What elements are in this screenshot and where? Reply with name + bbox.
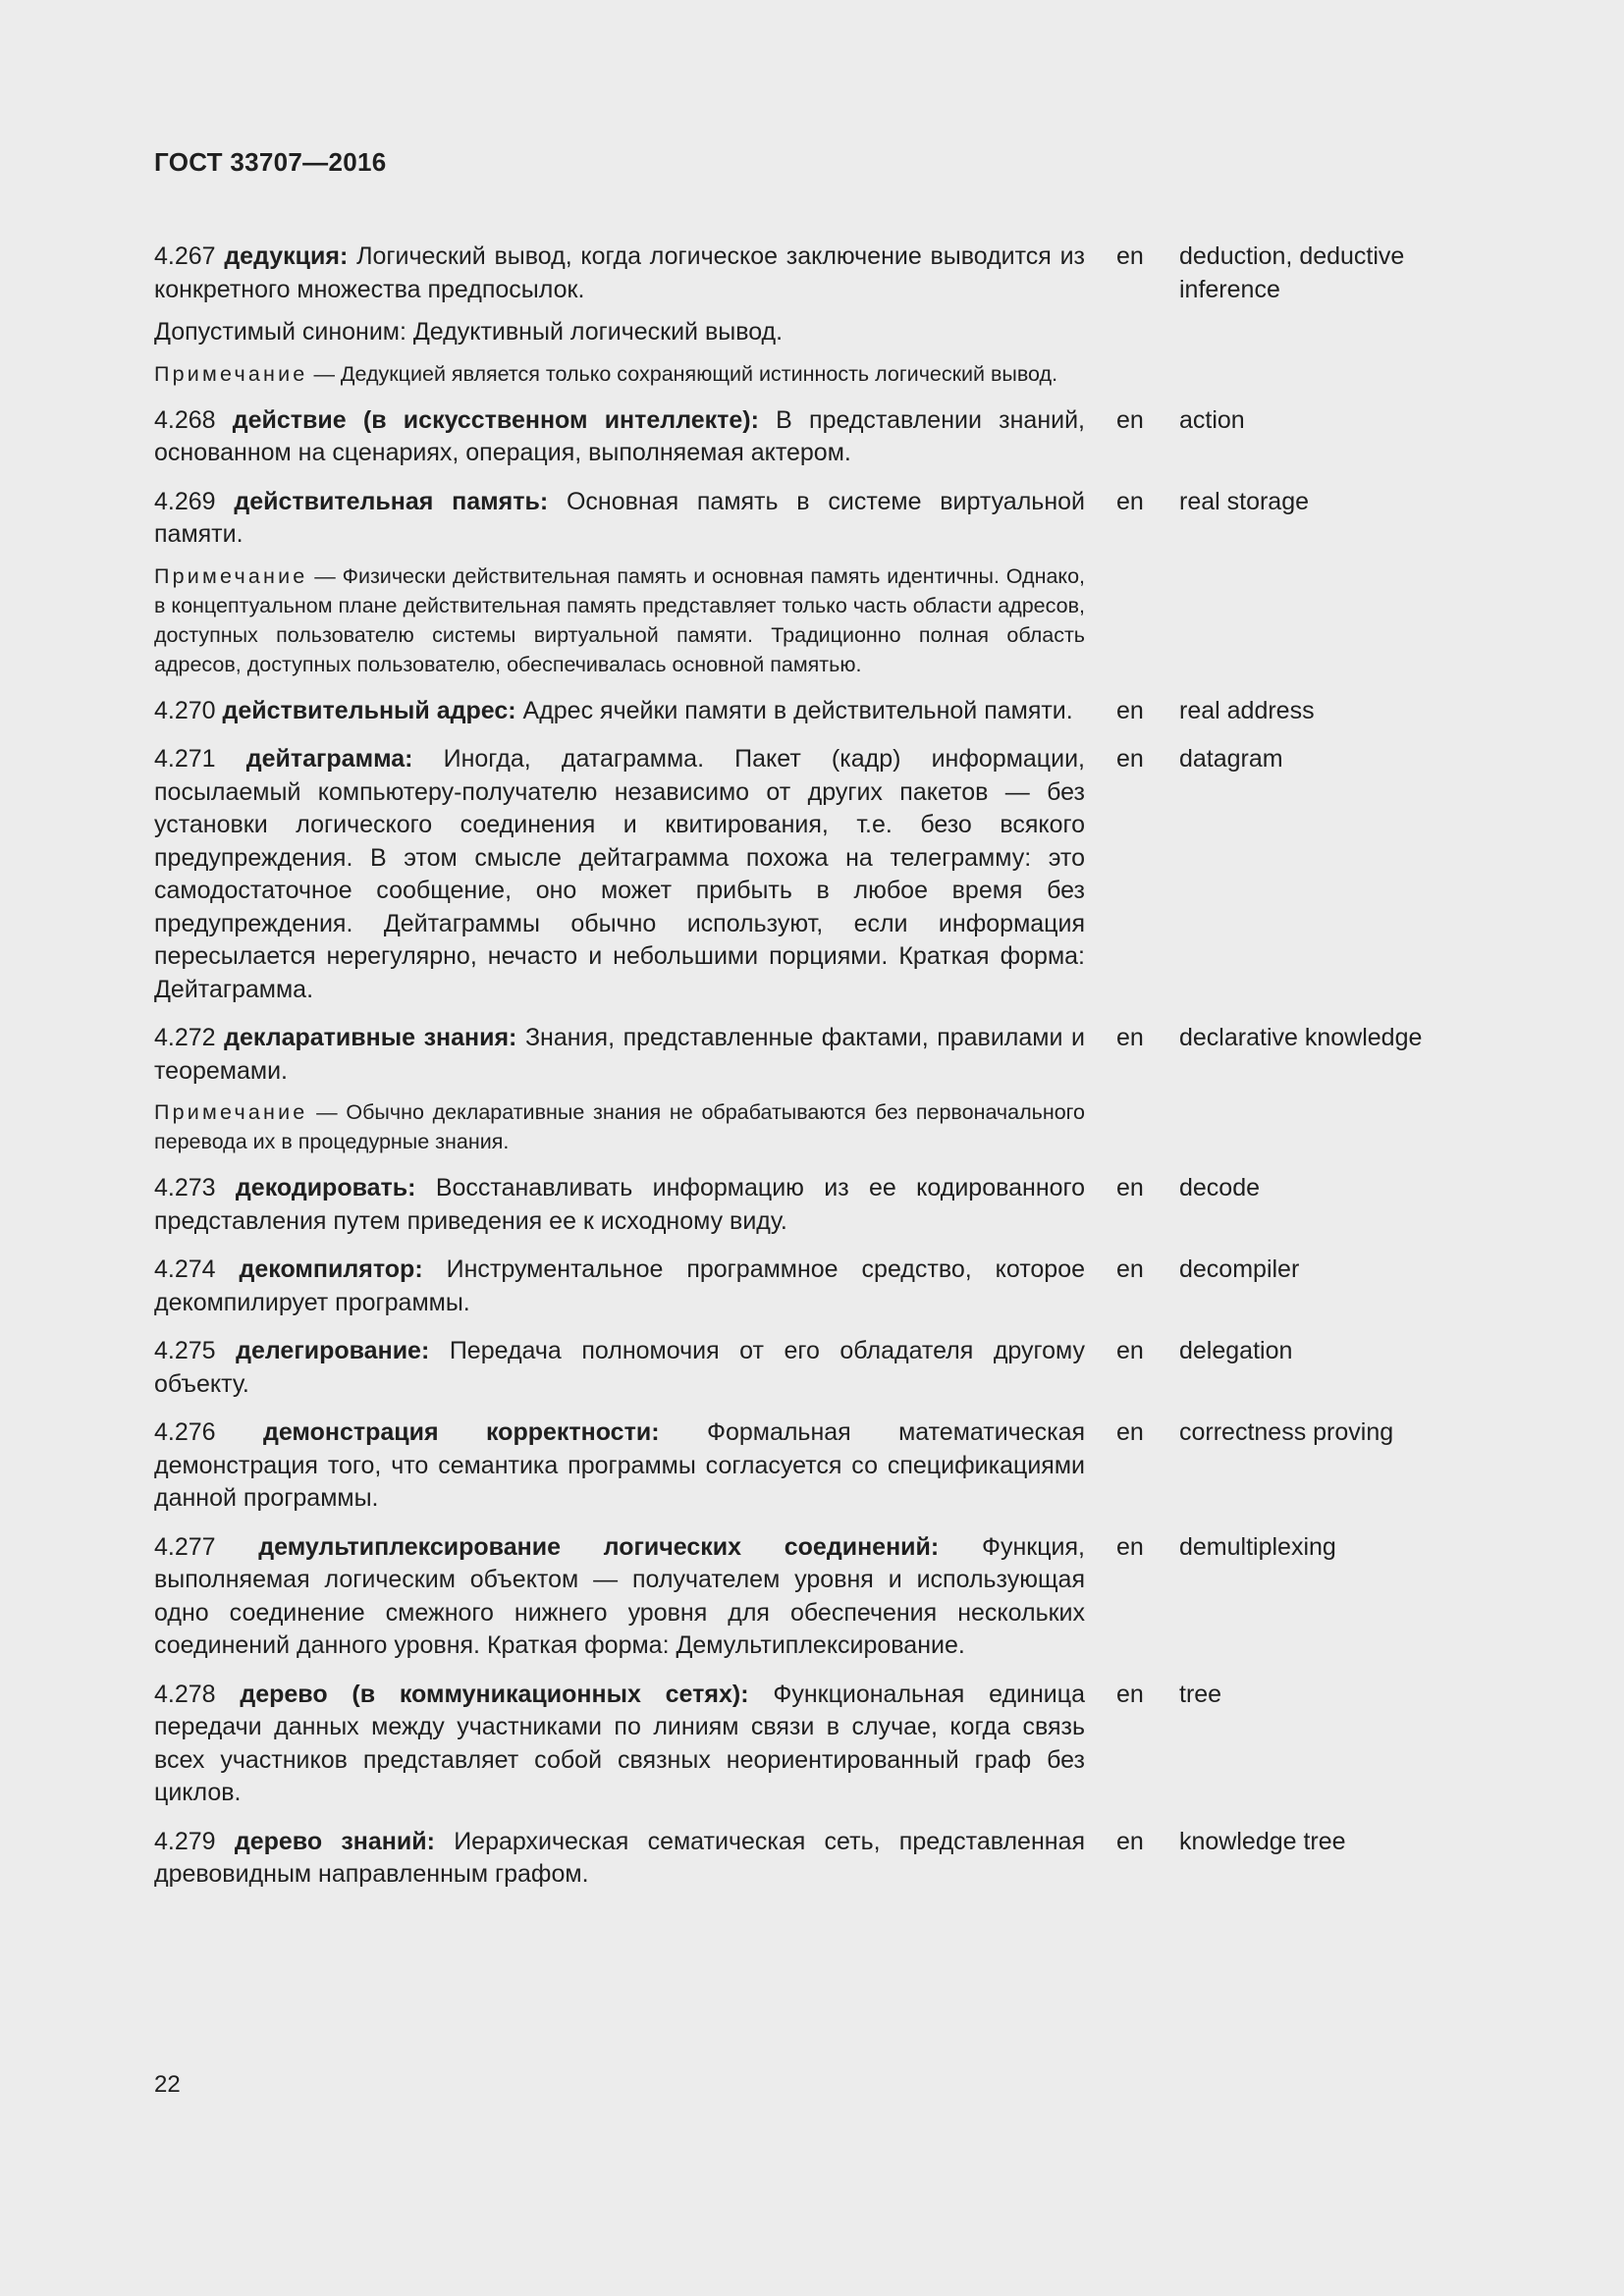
definition-text: Восстанавливать информацию из ее кодированного представления путем приведения ее к исходному виду.	[154, 1174, 1086, 1235]
term-name: дейтаграмма:	[245, 745, 413, 773]
definition-paragraph	[154, 1335, 1085, 1401]
definition-paragraph	[154, 1416, 1085, 1516]
term-entry	[154, 1022, 1470, 1156]
english-equivalent: tree	[1179, 1680, 1222, 1708]
term-name: дерево знаний:	[234, 1827, 435, 1855]
note-text: — Дедукцией является только сохраняющий истинность логический вывод.	[313, 361, 1058, 386]
term-definition	[154, 695, 1085, 728]
definition-text: Функция, выполняемая логическим объектом — получателем уровня и использующая одно соединение смежного нижнего уровня для обеспечения нескольких соединений данного уровня. Краткая форма: Демультиплексирование.	[154, 1532, 1085, 1659]
term-entry	[154, 486, 1470, 679]
note	[154, 1097, 1085, 1156]
language-code: en	[1116, 1024, 1144, 1051]
term-number: 4.275	[154, 1337, 216, 1364]
definition-paragraph	[154, 486, 1085, 552]
language-code: en	[1116, 1827, 1144, 1855]
language-code: en	[1116, 242, 1144, 270]
term-name: действие (в искусственном интеллекте):	[232, 405, 759, 434]
english-equivalent: delegation	[1179, 1337, 1293, 1364]
language-code: en	[1116, 1337, 1144, 1364]
language-code: en	[1116, 696, 1144, 724]
definition-text: Логический вывод, когда логическое заключение выводится из конкретного множества предпосылок.	[154, 242, 1086, 303]
note	[154, 359, 1085, 389]
definition-paragraph	[154, 1826, 1085, 1892]
term-name: действительная память:	[234, 487, 549, 515]
definition-paragraph	[154, 1679, 1085, 1810]
term-definition	[154, 1416, 1085, 1516]
definition-paragraph	[154, 1531, 1085, 1663]
term-definition	[154, 1826, 1085, 1892]
term-definition	[154, 240, 1085, 389]
english-equivalent: demultiplexing	[1179, 1532, 1336, 1561]
term-number: 4.273	[154, 1174, 216, 1201]
language-code: en	[1116, 745, 1144, 773]
term-definition	[154, 486, 1085, 679]
definition-text: Инструментальное программное средство, которое декомпилирует программы.	[154, 1255, 1086, 1316]
language-code: en	[1116, 1418, 1144, 1446]
term-number: 4.271	[154, 745, 216, 773]
term-name: декларативные знания:	[224, 1024, 517, 1051]
definition-text: Функциональная единица передачи данных между участниками по линиям связи в случае, когда связь всех участников представляет собой связных неориентированный граф без циклов.	[154, 1680, 1085, 1806]
term-entry	[154, 743, 1470, 1006]
english-equivalent: declarative knowledge	[1179, 1024, 1423, 1051]
term-entry	[154, 1531, 1470, 1663]
term-number: 4.278	[154, 1680, 216, 1708]
term-list	[154, 240, 1470, 1907]
term-name: декомпилятор:	[239, 1255, 423, 1283]
english-equivalent: deduction, deductive inference	[1179, 242, 1405, 303]
term-definition	[154, 1172, 1085, 1238]
term-entry	[154, 695, 1470, 728]
english-equivalent: real storage	[1179, 487, 1310, 515]
definition-paragraph	[154, 743, 1085, 1006]
english-equivalent: real address	[1179, 696, 1315, 724]
term-number: 4.267	[154, 242, 216, 270]
term-definition	[154, 1679, 1085, 1810]
term-number: 4.269	[154, 487, 216, 515]
term-definition	[154, 743, 1085, 1006]
term-number: 4.268	[154, 405, 216, 434]
definition-paragraph	[154, 1254, 1085, 1319]
language-code: en	[1116, 405, 1144, 434]
term-number: 4.277	[154, 1532, 216, 1561]
english-equivalent: decode	[1179, 1174, 1261, 1201]
term-number: 4.274	[154, 1255, 216, 1283]
definition-paragraph	[154, 1022, 1085, 1088]
definition-paragraph	[154, 1172, 1085, 1238]
language-code: en	[1116, 1532, 1144, 1561]
term-name: действительный адрес:	[222, 696, 516, 724]
definition-text: Передача полномочия от его обладателя другому объекту.	[154, 1337, 1085, 1398]
definition-text: В представлении знаний, основанном на сценариях, операция, выполняемая актером.	[154, 405, 1085, 466]
english-equivalent: knowledge tree	[1179, 1827, 1346, 1855]
term-number: 4.272	[154, 1024, 216, 1051]
term-definition	[154, 1531, 1085, 1663]
term-entry	[154, 1254, 1470, 1319]
term-entry	[154, 240, 1470, 389]
document-header: ГОСТ 33707—2016	[154, 147, 387, 177]
definition-paragraph	[154, 404, 1085, 470]
term-number: 4.279	[154, 1827, 216, 1855]
note-label: Примечание	[154, 1100, 308, 1124]
english-equivalent: correctness proving	[1179, 1418, 1394, 1446]
term-name: декодировать:	[235, 1174, 416, 1201]
term-name: демонстрация корректности:	[262, 1418, 660, 1446]
english-equivalent: decompiler	[1179, 1255, 1300, 1283]
language-code: en	[1116, 1174, 1144, 1201]
definition-text: Адрес ячейки памяти в действительной памяти.	[522, 696, 1073, 724]
term-entry	[154, 1172, 1470, 1238]
note-text: — Физически действительная память и основная память идентичны. Однако, в концептуальном плане действительная память представляет только часть области адресов, доступных пользователю системы виртуальной памяти. Традиционно полная область адресов, доступных пользователю, обеспечивалась основной памятью.	[154, 563, 1085, 676]
term-entry	[154, 1826, 1470, 1892]
term-entry	[154, 1416, 1470, 1516]
term-name: дерево (в коммуникационных сетях):	[240, 1680, 749, 1708]
note-label: Примечание	[154, 361, 308, 386]
english-equivalent: datagram	[1179, 745, 1283, 773]
term-entry	[154, 1679, 1470, 1810]
term-name: делегирование:	[236, 1337, 430, 1364]
term-definition	[154, 1254, 1085, 1319]
term-definition	[154, 1022, 1085, 1156]
definition-paragraph	[154, 695, 1085, 728]
term-entry	[154, 404, 1470, 470]
term-definition	[154, 1335, 1085, 1401]
note-text: — Обычно декларативные знания не обрабатываются без первоначального перевода их в процедурные знания.	[154, 1100, 1085, 1153]
definition-text: Формальная математическая демонстрация того, что семантика программы согласуется со спецификациями данной программы.	[154, 1418, 1086, 1512]
language-code: en	[1116, 1680, 1144, 1708]
term-number: 4.270	[154, 696, 216, 724]
term-definition	[154, 404, 1085, 470]
term-name: демультиплексирование логических соединений:	[258, 1532, 940, 1561]
page-number: 22	[154, 2071, 181, 2098]
definition-text: Знания, представленные фактами, правилами и теоремами.	[154, 1024, 1085, 1085]
note-label: Примечание	[154, 563, 308, 588]
term-number: 4.276	[154, 1418, 216, 1446]
language-code: en	[1116, 1255, 1144, 1283]
definition-text: Иногда, датаграмма. Пакет (кадр) информации, посылаемый компьютеру-получателю независимо от других пакетов — без установки логического соединения и квитирования, т.е. безо всякого предупреждения. В этом смысле дейтаграмма похожа на телеграмму: это самодостаточное сообщение, оно может прибыть в любое время без предупреждения. Дейтаграммы обычно используют, если информация пересылается нерегулярно, нечасто и небольшими порциями. Краткая форма: Дейтаграмма.	[154, 745, 1085, 1003]
definition-paragraph	[154, 240, 1085, 306]
synonym-text: Допустимый синоним: Дедуктивный логический вывод.	[154, 318, 784, 346]
english-equivalent: action	[1179, 405, 1245, 434]
language-code: en	[1116, 487, 1144, 515]
note	[154, 561, 1085, 679]
term-name: дедукция:	[224, 242, 349, 270]
definition-text: Иерархическая сематическая сеть, представленная древовидным направленным графом.	[154, 1827, 1086, 1888]
definition-text: Основная память в системе виртуальной памяти.	[154, 487, 1086, 548]
term-entry	[154, 1335, 1470, 1401]
